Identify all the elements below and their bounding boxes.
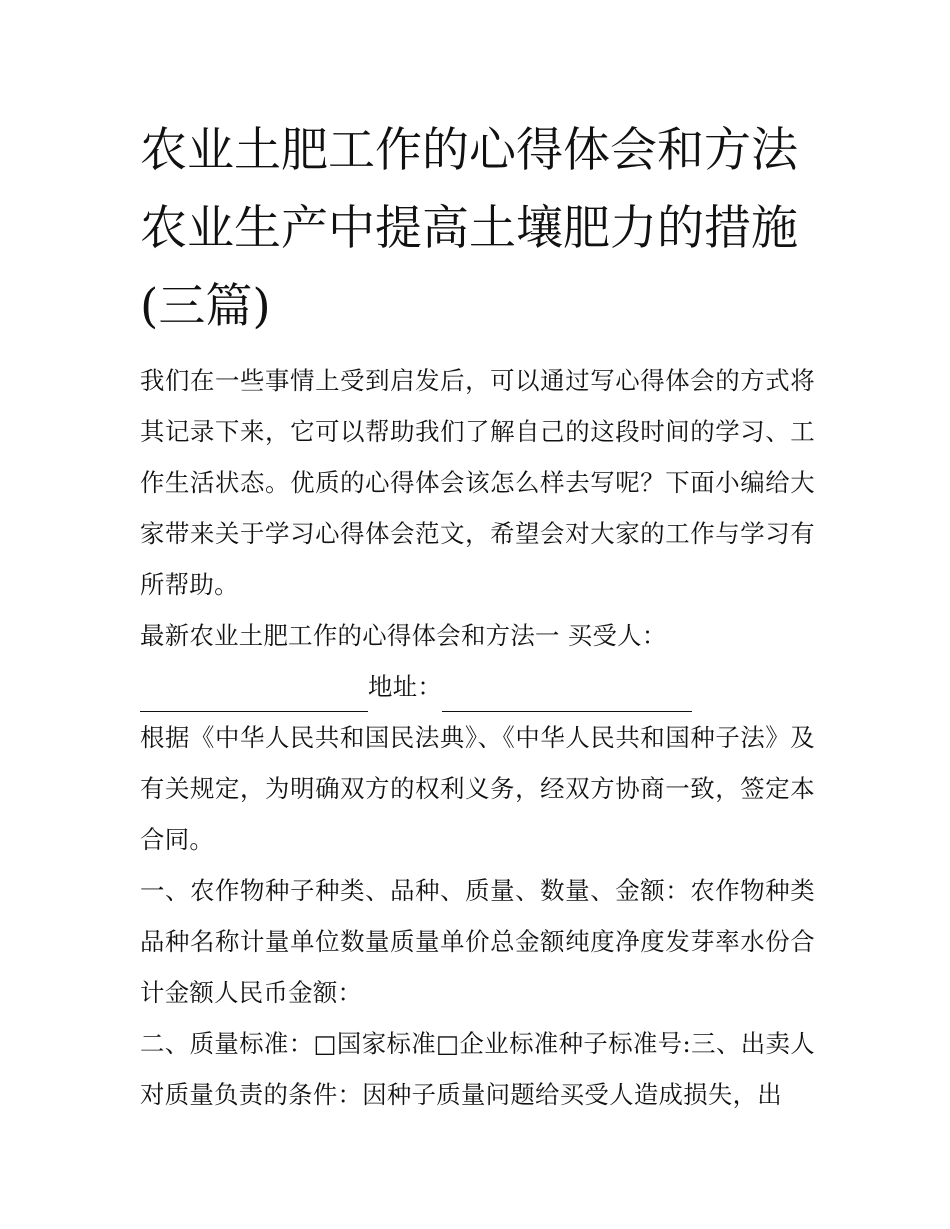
address-line (140, 661, 815, 712)
clause-two-paragraph: 二、质量标准：□国家标准□企业标准种子标准号:三、出卖人对质量负责的条件：因种子质量问题给买受人造成损失，出 (140, 1029, 815, 1109)
document-title: 农业土肥工作的心得体会和方法 农业生产中提高土壤肥力的措施(三篇) (140, 123, 798, 334)
intro-paragraph: 我们在一些事情上受到启发后，可以通过写心得体会的方式将其记录下来，它可以帮助我们了解自己的这段时间的学习、工作生活状态。优质的心得体会该怎么样去写呢？下面小编给大家带来关于学习心得体会范文，希望会对大家的工作与学习有所帮助。 (140, 366, 815, 599)
document-body (140, 355, 815, 1120)
clause-one-paragraph: 一、农作物种子种类、品种、质量、数量、金额：农作物种类品种名称计量单位数量质量单价总金额纯度净度发芽率水份合计金额人民币金额： (140, 876, 815, 1007)
section-heading: 最新农业土肥工作的心得体会和方法一 买受人： (140, 621, 667, 650)
buyer-name-blank (140, 679, 368, 712)
basis-paragraph: 根据《中华人民共和国民法典》、《中华人民共和国种子法》及有关规定，为明确双方的权利义务，经双方协商一致，签定本合同。 (140, 723, 815, 854)
address-blank (442, 679, 692, 712)
address-label: 地址： (368, 672, 443, 701)
